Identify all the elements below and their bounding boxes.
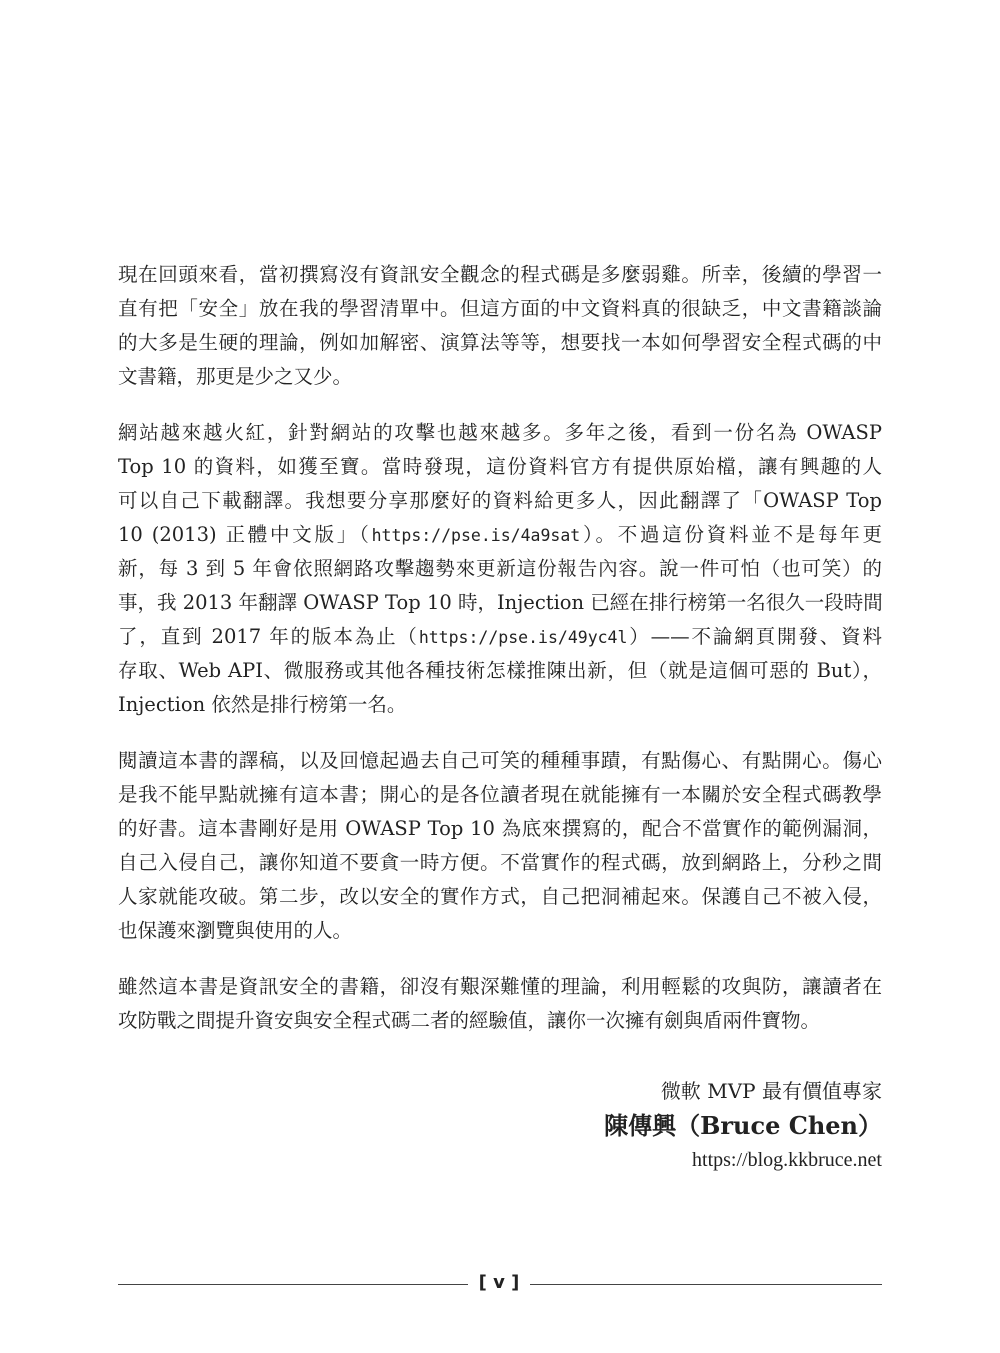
text-segment: 網站越來越火紅，針對網站的攻擊也越來越多。多年之後，看到一份名為 OWASP — [118, 421, 882, 444]
text-segment: 文書籍，那更是少之又少。 — [118, 365, 353, 388]
text-segment: 攻防戰之間提升資安與安全程式碼二者的經驗值，讓你一次擁有劍與盾兩件寶物。 — [118, 1009, 821, 1032]
text-line — [118, 518, 882, 552]
text-segment: 新，每 3 到 5 年會依照網路攻擊趨勢來更新這份報告內容。說一件可怕（也可笑）的 — [118, 557, 882, 580]
author-blog-link[interactable]: https://blog.kkbruce.net — [692, 1149, 882, 1171]
paragraph — [118, 744, 882, 948]
text-line — [118, 620, 882, 654]
text-segment: ）——不論網頁開發、資料 — [627, 625, 882, 648]
text-line — [118, 586, 882, 620]
text-line — [118, 970, 882, 1004]
text-line — [118, 450, 882, 484]
text-line — [118, 812, 882, 846]
author-title: 微軟 MVP 最有價值專家 — [660, 1079, 882, 1103]
page-footer — [118, 1274, 882, 1296]
text-segment: 的大多是生硬的理論，例如加解密、演算法等等，想要找一本如何學習安全程式碼的中 — [118, 331, 882, 354]
text-line — [118, 484, 882, 518]
page-number: [ v ] — [478, 1272, 520, 1293]
text-line — [118, 914, 882, 948]
text-segment: 閱讀這本書的譯稿，以及回憶起過去自己可笑的種種事蹟，有點傷心、有點開心。傷心 — [118, 749, 882, 772]
text-line — [118, 688, 882, 722]
text-segment: 事，我 2013 年翻譯 OWASP Top 10 時，Injection 已經在排行榜第一名很久一段時間 — [118, 591, 883, 614]
text-segment: 自己入侵自己，讓你知道不要貪一時方便。不當實作的程式碼，放到網路上，分秒之間 — [118, 851, 882, 874]
text-line — [118, 326, 882, 360]
text-segment: Top 10 的資料，如獲至寶。當時發現，這份資料官方有提供原始檔，讓有興趣的人 — [118, 455, 882, 478]
text-segment: 10 (2013) 正體中文版」（ — [118, 523, 372, 546]
text-line — [118, 654, 882, 688]
text-segment: 的好書。這本書剛好是用 OWASP Top 10 為底來撰寫的，配合不當實作的範例漏洞， — [118, 817, 882, 840]
paragraph — [118, 970, 882, 1038]
text-line — [118, 880, 882, 914]
text-line — [118, 1004, 882, 1038]
url-link[interactable]: https://pse.is/4a9sat — [371, 526, 581, 545]
author-name: 陳傳興（Bruce Chen） — [604, 1111, 882, 1140]
text-line — [118, 360, 882, 394]
text-line — [118, 416, 882, 450]
text-line — [118, 846, 882, 880]
text-line — [118, 552, 882, 586]
text-segment: ）。不過這份資料並不是每年更 — [580, 523, 882, 546]
text-segment: 是我不能早點就擁有這本書；開心的是各位讀者現在就能擁有一本關於安全程式碼教學 — [118, 783, 882, 806]
text-line — [118, 258, 882, 292]
text-segment: 現在回頭來看，當初撰寫沒有資訊安全觀念的程式碼是多麼弱雞。所幸，後續的學習一 — [118, 263, 882, 286]
text-line — [118, 744, 882, 778]
author-signature — [604, 1074, 882, 1176]
url-link[interactable]: https://pse.is/49yc4l — [418, 628, 628, 647]
text-segment: 可以自己下載翻譯。我想要分享那麼好的資料給更多人，因此翻譯了「OWASP Top — [118, 489, 882, 512]
paragraph — [118, 416, 882, 722]
preface-body — [118, 258, 882, 1060]
text-segment: 存取、Web API、微服務或其他各種技術怎樣推陳出新，但（就是這個可惡的 But）， — [118, 659, 882, 682]
text-segment: Injection 依然是排行榜第一名。 — [118, 693, 407, 716]
text-segment: 雖然這本書是資訊安全的書籍，卻沒有艱深難懂的理論，利用輕鬆的攻與防，讓讀者在 — [118, 975, 882, 998]
text-segment: 了，直到 2017 年的版本為止（ — [118, 625, 419, 648]
text-segment: 人家就能攻破。第二步，改以安全的實作方式，自己把洞補起來。保護自己不被入侵， — [118, 885, 882, 908]
footer-rule-right — [530, 1284, 882, 1285]
paragraph — [118, 258, 882, 394]
text-line — [118, 292, 882, 326]
text-segment: 直有把「安全」放在我的學習清單中。但這方面的中文資料真的很缺乏，中文書籍談論 — [118, 297, 882, 320]
footer-rule-left — [118, 1284, 468, 1285]
text-segment: 也保護來瀏覽與使用的人。 — [118, 919, 353, 942]
text-line — [118, 778, 882, 812]
